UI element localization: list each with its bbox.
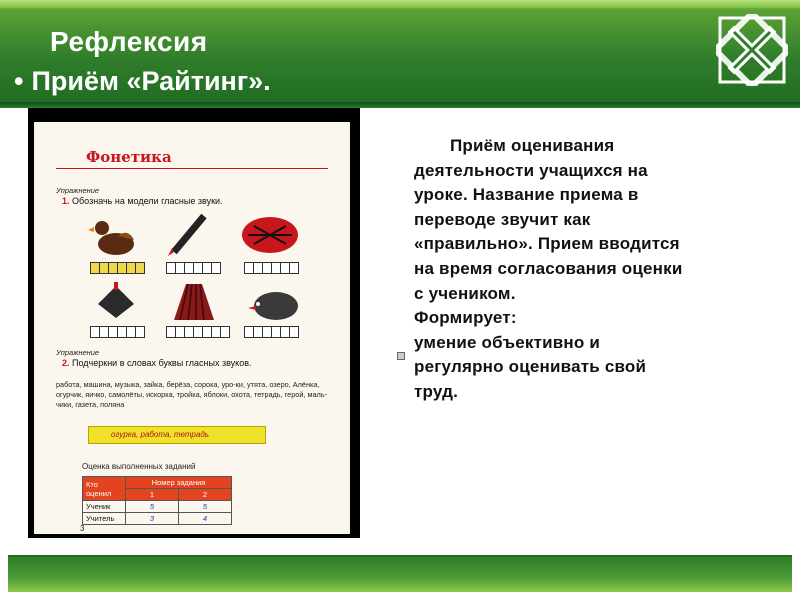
text-line: переводе звучит как [414,209,591,229]
text-line: с учеником. [414,283,516,303]
model-cells-1 [90,262,144,274]
rating-table [82,476,232,525]
text-line: Формирует: [414,308,517,328]
highlight-text: огурка, работа, тетрадь [111,430,209,439]
rating-student-2: 5 [179,501,232,513]
page-number: 3 [80,524,85,533]
exercise-2 [62,358,251,368]
slide-subtitle [14,66,271,97]
answer-highlight [88,426,266,444]
header-trim [0,0,800,8]
text-line: на время согласования оценки [414,258,683,278]
knot-logo-icon [716,14,788,86]
exercise-1-number: 1. [62,196,70,206]
model-cells-3 [244,262,298,274]
list-bullet-icon [397,352,405,360]
pen-icon [164,212,214,258]
spinning-top-icon [94,282,138,322]
exercise-1 [62,196,223,206]
subtitle-text: Приём «Райтинг». [31,66,271,96]
model-cells-5 [166,326,229,338]
text-line: «правильно». Прием вводится [414,234,680,254]
workbook-scan [28,108,360,538]
text-line: регулярно оценивать свой [414,357,647,377]
rating-row-student: Ученик [83,501,126,513]
description-text [414,134,774,405]
rating-header-n2: 2 [179,489,232,501]
model-cells-6 [244,326,298,338]
rating-header-who: Кто оценил [83,477,126,501]
rating-teacher-1: 3 [126,513,179,525]
text-line: труд. [414,381,459,401]
exercise-2-text: Подчеркни в словах буквы гласных звуков. [72,358,252,368]
text-line: деятельности учащихся на [414,160,648,180]
exercise-2-number: 2. [62,358,70,368]
rating-row-teacher: Учитель [83,513,126,525]
footer-band [8,555,792,592]
exercise-2-label: Упражнение [56,348,100,357]
workbook-page [34,122,350,534]
hedgehog-icon [246,282,302,322]
bread-icon [240,214,300,256]
model-cells-2 [166,262,220,274]
exercise-1-text: Обозначь на модели гласные звуки. [72,196,223,206]
bullet: • [14,66,24,96]
model-cells-4 [90,326,144,338]
word-list: работа, машина, музыка, зайка, берёза, сорока, уро-ки, утята, озеро, Алёнка, огурчик, яичко, самолёты, искорка, тройка, яблоки, охота, тетрадь, герой, маль-чики, газета, поляна [56,380,328,409]
text-line: умение объективно и [414,332,601,352]
footer-bar [0,555,800,600]
rating-table-title: Оценка выполненных заданий [82,462,196,471]
exercise-1-label: Упражнение [56,186,100,195]
heading-rule [56,168,328,169]
page-heading: Фонетика [86,148,172,166]
text-line: уроке. Название приема в [414,185,639,205]
rating-teacher-2: 4 [179,513,232,525]
slide-title: Рефлексия [50,26,208,57]
rating-header-n1: 1 [126,489,179,501]
duck-icon [88,214,138,258]
text-line: Приём оценивания [450,136,615,155]
skirt-icon [172,280,216,324]
rating-student-1: 5 [126,501,179,513]
rating-header-task: Номер задания [126,477,232,489]
